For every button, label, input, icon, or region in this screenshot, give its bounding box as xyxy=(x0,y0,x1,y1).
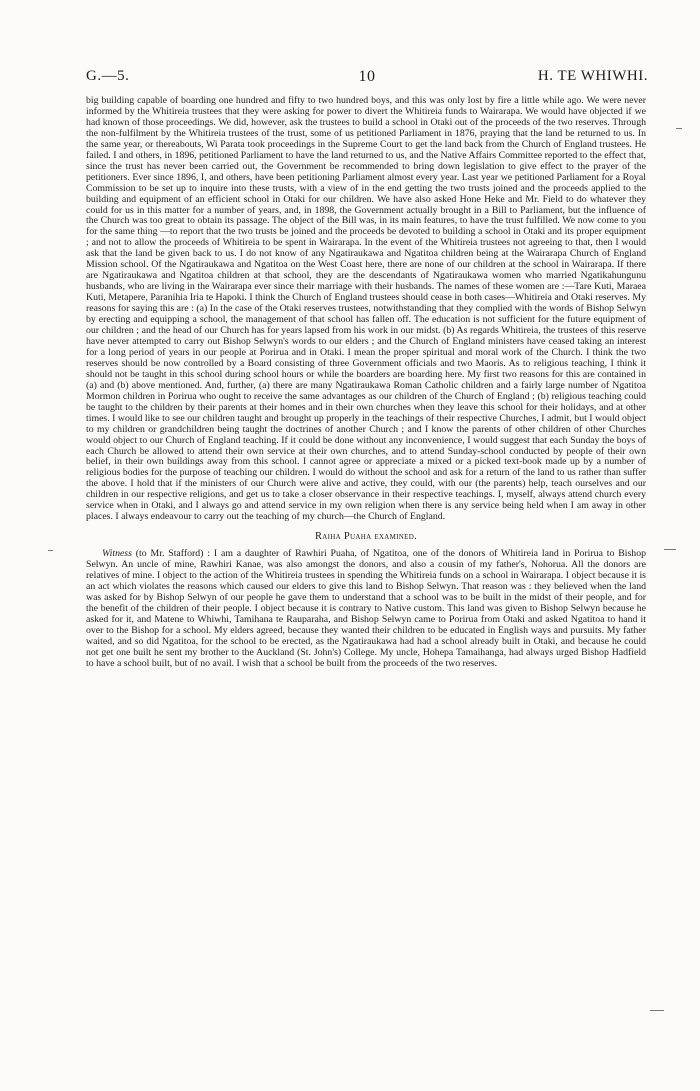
page-body xyxy=(86,96,646,670)
margin-mark-right-top xyxy=(676,128,682,129)
witness-name-header: H. TE WHIWHI. xyxy=(537,68,648,84)
running-head xyxy=(86,68,648,90)
testimony-paragraph: big building capable of boarding one hundred and fifty to two hundred boys, and this was only lost by fire a little while ago. We were never informed by the Whitireia trustees that they were asking for power to divert the Whitireia funds to Wairarapa. We would have objected if we had known of those proceedings. We did, however, ask the trustees to build a school in Otaki out of the proceeds of the two reserves. Through the non-fulfilment by the Whitireia trustees of the trust, some of us petitioned Parliament in 1876, praying that the land be returned to us. In the same year, or thereabouts, Wi Parata took proceedings in the Supreme Court to get the land back from the Church of England trustees. He failed. I and others, in 1896, petitioned Parliament to have the land returned to us, and the Native Affairs Committee reported to the effect that, since the trust has never been carried out, the Government be recommended to bring down legislation to give effect to the prayer of the petitioners. Ever since 1896, I, and others, have been petitioning Parliament almost every year. Last year we petitioned Parliament for a Royal Commission to be set up to inquire into these trusts, with a view of in the end getting the two trusts joined and the proceeds applied to the building and equipment of an efficient school in Otaki for our children. We have also asked Hone Heke and Mr. Field to do whatever they could for us in this matter for a number of years, and, in 1898, the Government actually brought in a Bill to Parliament, but the influence of the Church was too great to obtain its passage. The object of the Bill was, in its main features, to have the trust fulfilled. We now come to you for the same thing —to report that the two trusts be joined and the proceeds be devoted to building a school in Otaki and its proper equipment ; and not to allow the proceeds of Whitireia to be spent in Wairarapa. In the event of the Whitireia trustees not agreeing to that, then I would ask that the land be given back to us. I do not know of any Ngatiraukawa and Ngatitoa children being at the Wairarapa Church of England Mission school. Of the Ngatiraukawa and Ngatitoa on the West Coast here, there are none of our children at the school in Wairarapa. If there are Ngatiraukawa and Ngatitoa children at that school, they are the descendants of Ngatiraukawa women who married Ngatikahungunu husbands, who are living in the Wairarapa ever since their marriage with their husbands. The names of these women are :—Tare Kuti, Maraea Kuti, Metapere, Paranihia Iria te Hapoki. I think the Church of England trustees should cease in both cases—Whitireia and Otaki reserves. My reasons for saying this are : (a) In the case of the Otaki reserves trustees, notwithstanding that they complied with the words of Bishop Selwyn by erecting and equipping a school, the management of that school has fallen off. The education is not sufficient for the future equipment of our children ; and the head of our Church has for years lapsed from his work in our midst. (b) As regards Whitireia, the trustees of this reserve have never attempted to carry out Bishop Selwyn's words to our elders ; and the Church of England ministers have ceased taking an interest for a long period of years in our people at Porirua and in Otaki. I mean the proper spiritual and moral work of the Church. I think the two reserves should be now controlled by a Board consisting of three Government officials and two Maoris. As to religious teaching, I think it should not be taught in this school during school hours or while the boarders are boarding here. My first two reasons for this are contained in (a) and (b) above mentioned. And, further, (a) there are many Ngatiraukawa Roman Catholic children and a fairly large number of Ngatitoa Mormon children in Porirua who ought to receive the same advantages as our children of the Church of England ; (b) religious teaching could be taught to the children by their parents at their homes and in their own churches when they leave this school for their holidays, and at other times. I would like to see our children taught and brought up properly in the teachings of their respective Churches, I admit, but I would object to my children or grandchildren being taught the doctrines of another Church ; and I know the parents of other children of other Churches would object to our Church of England teaching. If it could be done without any inconvenience, I would suggest that each Sunday the boys of each Church be allowed to attend their own service at their own churches, and to attend Sunday-school conducted by people of their own belief, in their own buildings away from this school. I cannot agree or appreciate a mixed or a picked text-book made up by a number of religious bodies for the purpose of teaching our children. I would do without the school and ask for a return of the land to us rather than suffer the above. I hold that if the ministers of our Church were alive and active, they could, with our (the parents) help, teach ourselves and our children in our respective religions, and get us to take a closer observance in their respective teachings. I, myself, always attend church every service when in Otaki, and I always go and attend service in my own religion when there is any service being held when I am away in other places. I always endeavour to carry out the teaching of my church—the Church of England. xyxy=(86,95,646,523)
margin-mark-right xyxy=(664,549,676,550)
document-reference: G.—5. xyxy=(86,68,130,84)
witness-section xyxy=(86,549,646,669)
witness-label: Witness xyxy=(102,548,132,560)
witness-testimony: I am a daughter of Rawhiri Puaha, of Ngatitoa, one of the donors of Whitireia land in Porirua to Bishop Selwyn. An uncle of mine, Rawhiri Kanae, was also amongst the donors, and also a cousin of my father's, Nohorua. All the donors are relatives of mine. I object to the action of the Whitireia trustees in spending the Whitireia funds on a school in Wairarapa. I object because it is an act which violates the reasons which caused our elders to give this land to Bishop Selwyn. That reason was : they believed when the land was asked for by Bishop Selwyn of our people he gave them to understand that a school was to be built in the midst of their people, and for the benefit of the children of their people. I object because it is contrary to Native custom. This land was given to Bishop Selwyn because he asked for it, and Matene to Whiwhi, Tamihana te Rauparaha, and Bishop Selwyn came to Porirua from Otaki and asked Ngatitoa to hand it over to the Bishop for a school. My elders agreed, because they wanted their children to be educated in English ways and pursuits. My father waited, and so did Ngatitoa, for the school to be erected, as the Ngatiraukawa had had a school already built in Otaki, and because he could not get one built he sent my brother to the Auckland (St. John's) College. My uncle, Hohepa Tamaihanga, had always urged Bishop Hadfield to have a school built, but of no avail. I wish that a school be built from the proceeds of the two reserves. xyxy=(86,548,646,669)
witness-paragraph xyxy=(86,549,646,669)
margin-mark-left xyxy=(48,550,53,551)
page-number: 10 xyxy=(358,68,376,85)
witness-intro: (to Mr. Stafford) : xyxy=(131,548,214,560)
section-heading: Raiha Puaha examined. xyxy=(314,531,418,543)
margin-mark-right-bottom xyxy=(650,1010,664,1011)
